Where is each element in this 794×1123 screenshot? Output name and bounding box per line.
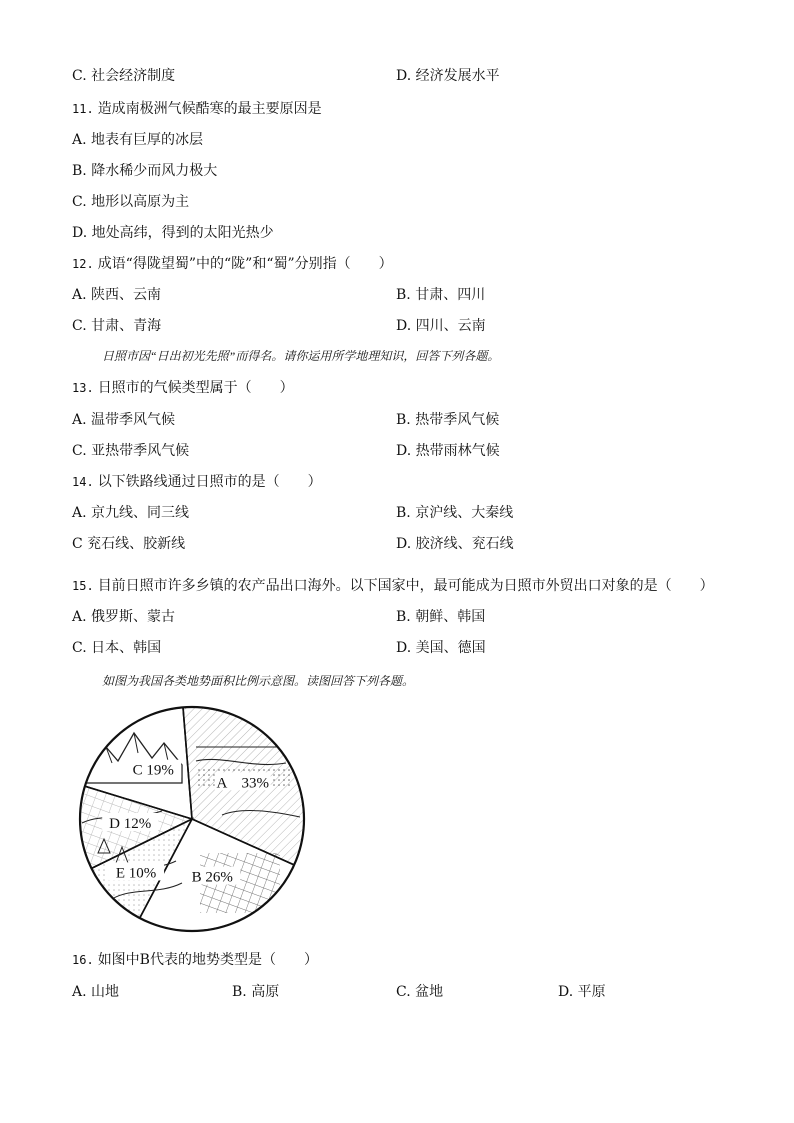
q15-option-b: B. 朝鲜、韩国: [396, 609, 486, 625]
q12-option-d: D. 四川、云南: [396, 318, 486, 334]
q14-option-c: C 兖石线、胶新线: [72, 536, 186, 552]
question-number: 15.: [72, 579, 94, 593]
q13-option-b: B. 热带季风气候: [396, 412, 500, 428]
question-stem: 目前日照市许多乡镇的农产品出口海外。以下国家中，最可能成为日照市外贸出口对象的是（ ）: [97, 578, 714, 594]
question-number: 16.: [72, 953, 94, 967]
question-number: 12.: [72, 257, 94, 271]
question-11: [72, 100, 322, 118]
q12-option-b: B. 甘肃、四川: [396, 287, 486, 303]
q12-option-a: A. 陕西、云南: [72, 287, 162, 303]
pie-label-B: B 26%: [191, 869, 233, 886]
pie-label-A: A 33%: [216, 775, 269, 792]
question-stem: 成语“得陇望蜀”中的“陇”和“蜀”分别指（ ）: [97, 256, 393, 272]
option-d: D. 经济发展水平: [396, 68, 500, 84]
question-stem: 以下铁路线通过日照市的是（ ）: [97, 474, 322, 490]
figure-intro: 如图为我国各类地势面积比例示意图。读图回答下列各题。: [102, 674, 415, 688]
q11-option-c: C. 地形以高原为主: [72, 194, 190, 210]
question-15: [72, 577, 714, 595]
question-14: [72, 473, 322, 491]
q16-option-b: B. 高原: [232, 984, 280, 1000]
question-number: 11.: [72, 102, 94, 116]
q14-option-a: A. 京九线、同三线: [72, 505, 190, 521]
q13-option-c: C. 亚热带季风气候: [72, 443, 190, 459]
question-stem: 如图中B代表的地势类型是（ ）: [97, 952, 318, 968]
question-number: 13.: [72, 381, 94, 395]
q11-option-a: A. 地表有巨厚的冰层: [72, 132, 204, 148]
question-number: 14.: [72, 475, 94, 489]
question-12: [72, 255, 393, 273]
q11-option-b: B. 降水稀少而风力极大: [72, 163, 218, 179]
pie-label-C: C 19%: [132, 762, 174, 779]
question-13: [72, 379, 294, 397]
q13-option-a: A. 温带季风气候: [72, 412, 176, 428]
pie-label-D: D 12%: [109, 816, 152, 832]
q11-option-d: D. 地处高纬，得到的太阳光热少: [72, 225, 274, 241]
q16-option-d: D. 平原: [558, 984, 606, 1000]
q15-option-c: C. 日本、韩国: [72, 640, 162, 656]
question-stem: 造成南极洲气候酷寒的最主要原因是: [97, 101, 322, 117]
option-c: C. 社会经济制度: [72, 68, 176, 84]
q14-option-d: D. 胶济线、兖石线: [396, 536, 514, 552]
question-16: [72, 951, 318, 969]
q15-option-d: D. 美国、德国: [396, 640, 486, 656]
q14-option-b: B. 京沪线、大秦线: [396, 505, 514, 521]
passage-intro: 日照市因“日出初光先照”而得名。请你运用所学地理知识，回答下列各题。: [102, 349, 500, 363]
q16-option-a: A. 山地: [72, 984, 120, 1000]
q16-option-c: C. 盆地: [396, 984, 444, 1000]
terrain-pie-chart: [72, 703, 312, 935]
question-stem: 日照市的气候类型属于（ ）: [97, 380, 294, 396]
pie-label-E: E 10%: [115, 865, 157, 882]
q12-option-c: C. 甘肃、青海: [72, 318, 162, 334]
q13-option-d: D. 热带雨林气候: [396, 443, 500, 459]
q15-option-a: A. 俄罗斯、蒙古: [72, 609, 176, 625]
